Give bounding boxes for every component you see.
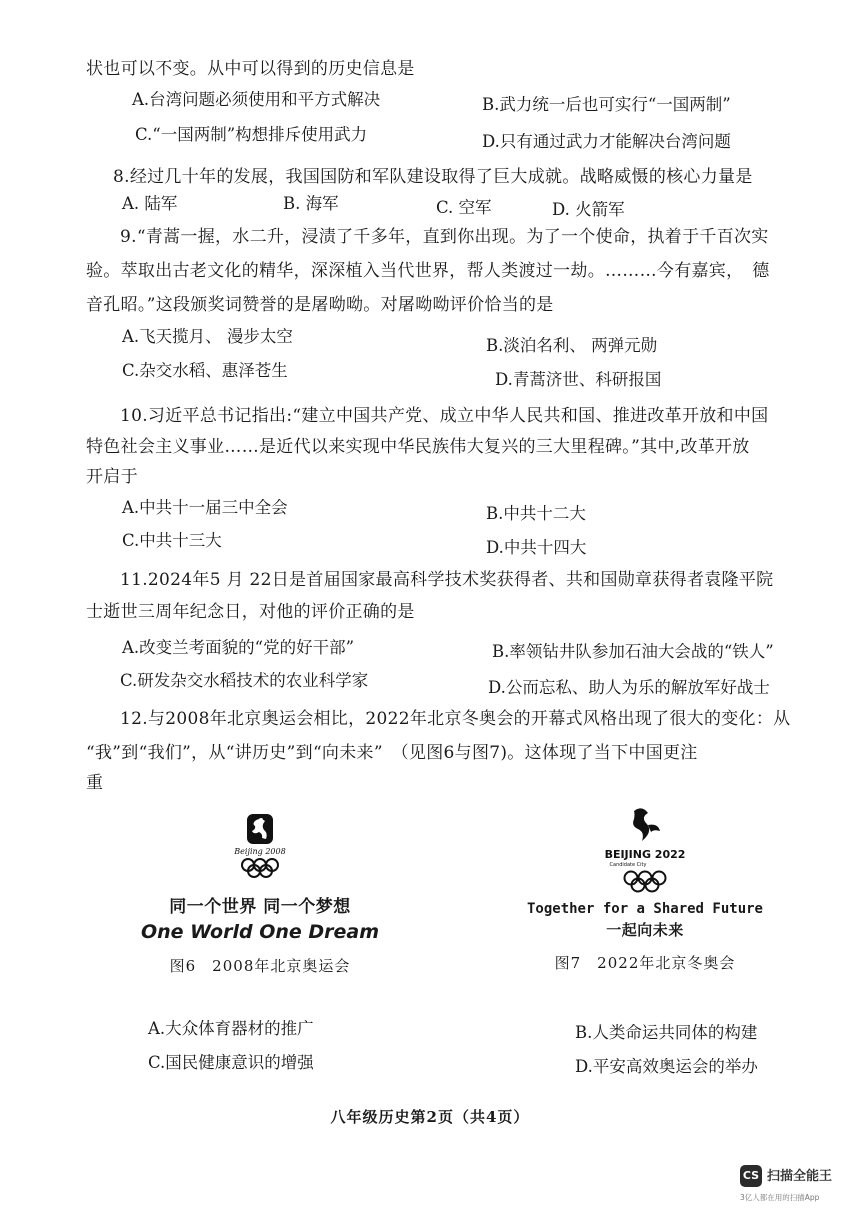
q12-option-c: C.国民健康意识的增强 — [148, 1053, 314, 1072]
camscanner-logo-icon: CS — [740, 1165, 762, 1187]
q12-stem-line-3: 重 — [86, 773, 104, 793]
q8-option-d: D. 火箭军 — [552, 200, 625, 219]
q10-option-d: D.中共十四大 — [486, 538, 587, 557]
q8-option-c: C. 空军 — [436, 198, 492, 217]
figure-6-caption: 图6 2008年北京奥运会 — [169, 957, 351, 975]
figure-6-slogan-en: One World One Dream — [140, 921, 380, 943]
q9-option-c: C.杂交水稻、惠泽苍生 — [122, 361, 288, 380]
q9-stem-line-2: 验。萃取出古老文化的精华，深深植入当代世界，帮人类渡过一劫。………今有嘉宾， 德 — [86, 261, 770, 281]
scanner-watermark — [740, 1163, 855, 1207]
q9-stem-line-3: 音孔昭。”这段颁奖词赞誉的是屠呦呦。对屠呦呦评价恰当的是 — [86, 295, 554, 315]
q11-option-c: C.研发杂交水稻技术的农业科学家 — [120, 671, 369, 690]
q12-stem-line-1: 12.与2008年北京奥运会相比，2022年北京冬奥会的开幕式风格出现了很大的变化：从 — [120, 709, 791, 729]
q10-stem-line-2: 特色社会主义事业……是近代以来实现中华民族伟大复兴的三大里程碑。”其中,改革开放 — [86, 437, 750, 457]
beijing-2008-emblem-icon — [215, 812, 305, 884]
figure-6-slogan-cn: 同一个世界 同一个梦想 — [169, 897, 351, 917]
watermark-title: 扫描全能王 — [767, 1169, 833, 1184]
q12-option-d: D.平安高效奥运会的举办 — [575, 1057, 758, 1076]
q10-option-c: C.中共十三大 — [122, 531, 222, 550]
q10-stem-line-1: 10.习近平总书记指出:“建立中国共产党、成立中华人民共和国、推进改革开放和中国 — [120, 406, 769, 426]
watermark-subtitle: 3亿人都在用的扫描App — [740, 1193, 820, 1202]
q9-option-a: A.飞天揽月、 漫步太空 — [122, 327, 293, 346]
q10-stem-line-3: 开启于 — [86, 467, 138, 487]
figure-6 — [140, 812, 380, 976]
q9-option-b: B.淡泊名利、 两弹元勋 — [486, 336, 658, 355]
q11-stem-line-1: 11.2024年5 月 22日是首届国家最高科学技术奖获得者、共和国勋章获得者袁隆平院 — [120, 570, 774, 590]
q9-option-d: D.青蒿济世、科研报国 — [495, 370, 662, 389]
q12-option-a: A.大众体育器材的推广 — [148, 1019, 314, 1038]
beijing-2022-emblem-icon — [590, 805, 700, 897]
q10-option-b: B.中共十二大 — [486, 504, 586, 523]
figure-7-slogan-cn: 一起向未来 — [606, 921, 684, 939]
q7-option-b: B.武力统一后也可实行“一国两制” — [482, 95, 731, 114]
q8-stem: 8.经过几十年的发展，我国国防和军队建设取得了巨大成就。战略威慑的核心力量是 — [113, 167, 753, 187]
beijing-2008-logo-text: Beijing 2008 — [234, 847, 286, 856]
q10-option-a: A.中共十一届三中全会 — [122, 498, 288, 517]
q12-stem-line-2: “我”到“我们”，从“讲历史”到“向未来” （见图6与图7)。这体现了当下中国更注 — [86, 743, 698, 763]
q12-option-b: B.人类命运共同体的构建 — [575, 1023, 758, 1042]
q11-option-d: D.公而忘私、助人为乐的解放军好战士 — [488, 678, 770, 697]
q9-stem-line-1: 9.“青蒿一握，水二升，浸渍了千多年，直到你出现。为了一个使命，执着于千百次实 — [120, 227, 769, 247]
q7-option-c: C.“一国两制”构想排斥使用武力 — [135, 125, 368, 144]
q7-option-d: D.只有通过武力才能解决台湾问题 — [482, 132, 731, 151]
figure-7-slogan-en: Together for a Shared Future — [526, 901, 763, 917]
q11-stem-line-2: 士逝世三周年纪念日，对他的评价正确的是 — [86, 602, 415, 622]
q7-option-a: A.台湾问题必须使用和平方式解决 — [132, 90, 381, 109]
q7-stem-end: 状也可以不变。从中可以得到的历史信息是 — [86, 59, 415, 79]
q8-option-b: B. 海军 — [283, 194, 339, 213]
beijing-2022-logo-subtext: Candidate City — [609, 862, 647, 868]
figure-7 — [520, 805, 770, 973]
q8-option-a: A. 陆军 — [122, 194, 178, 213]
beijing-2022-logo-text: BEIJING 2022 — [604, 848, 686, 861]
page-footer: 八年级历史第2页（共4页） — [330, 1108, 530, 1126]
q11-option-a: A.改变兰考面貌的“党的好干部” — [122, 638, 355, 657]
q11-option-b: B.率领钻井队参加石油大会战的“铁人” — [492, 642, 774, 661]
figure-7-caption: 图7 2022年北京冬奥会 — [554, 954, 736, 972]
